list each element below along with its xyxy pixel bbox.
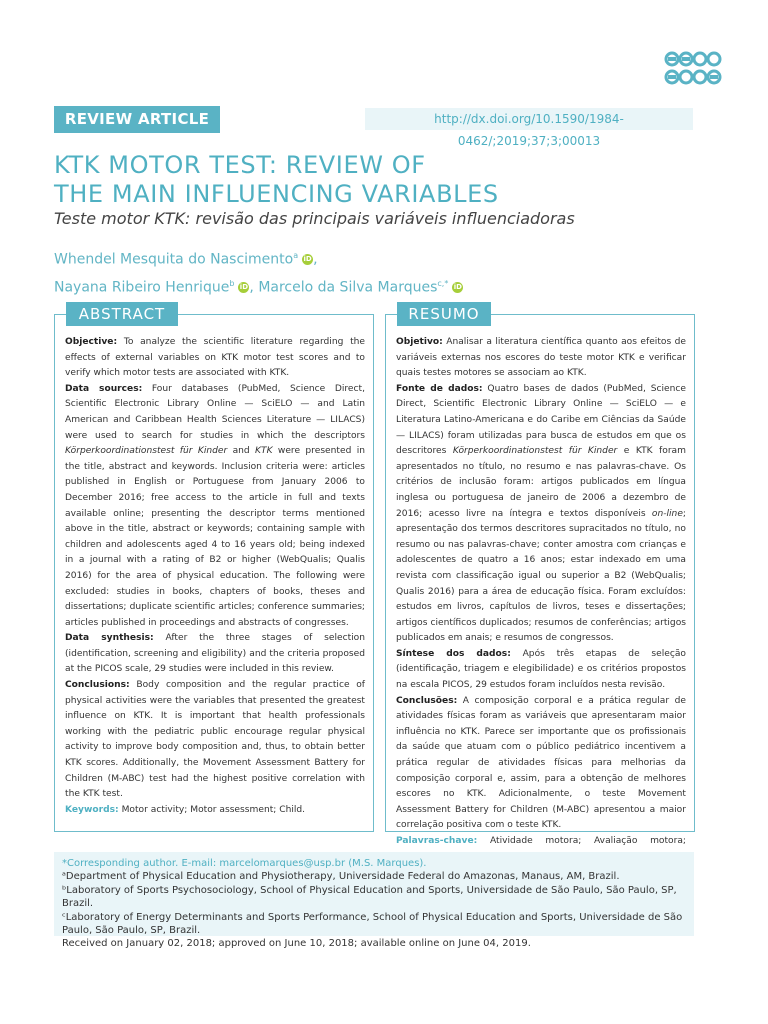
abstract-conclusions: Body composition and the regular practice of physical activities were the variables that presented the greatest influence on KTK. It is important that health professionals working with the pediatric public encourage regular physical activity to improve body composition and, thus, to obtain better KTK scores. Additionally, the Movement Assessment Battery for Children (M-ABC) test had the highest positive correlation with the KTK test.	[65, 680, 365, 800]
author-affiliation-marker: c,*	[437, 278, 449, 288]
resumo-keywords-label: Palavras-chave:	[396, 836, 478, 846]
article-type-badge: REVIEW ARTICLE	[54, 106, 220, 133]
author-list: Whendel Mesquita do Nascimento$^a$ iD, Nayana Ribeiro Henrique$^b$ iD, Marcelo da Silva Marques$^{c,*}$ iD	[54, 251, 462, 296]
abstract-synthesis: After the three stages of selection (identification, screening and eligibility) and the criteria proposed at the PICOS scale, 29 studies were included in this review.	[65, 633, 365, 675]
resumo-sources: Quatro bases de dados (PubMed, Science Direct, Scientific Electronic Library Online — SciELO — e Literatura Latino-Americana e do Caribe em Ciências da Saúde — LILACS) foram utilizadas para busca de estudos em que os descritores	[396, 383, 686, 457]
abstract-heading: ABSTRACT	[66, 302, 178, 326]
affiliation-b: ᵇLaboratory of Sports Psychosociology, School of Physical Education and Sports, Universidade de São Paulo, São Paulo, SP, Brazil.	[62, 884, 677, 910]
abstract-sources: and	[227, 446, 256, 457]
orcid-icon[interactable]: iD	[303, 255, 312, 264]
resumo-sources-label: Fonte de dados:	[396, 383, 483, 394]
author-affiliation-marker: b	[229, 278, 235, 288]
affiliation-a: ᵃDepartment of Physical Education and Physiotherapy, Universidade Federal do Amazonas, Manaus, AM, Brazil.	[62, 871, 620, 883]
abstract-sources-term: KTK	[255, 446, 273, 457]
abstract-sources: were presented in the title, abstract and keywords. Inclusion criteria were: articles published in English or Portuguese from January 2006 to December 2016; free access to the article in full and texts available online; presenting the descriptor terms mentioned above in the title, abstract or keywords; containing sample with children and adolescents aged 4 to 16 years old; being indexed in a journal with a rating of B2 or higher (WebQualis; Qualis 2016) for the area of physical education. The following were excluded: studies in books, chapters of books, theses and dissertations; duplicate scientific articles; conference summaries; articles published in proceedings and abstracts of congresses.	[65, 446, 365, 628]
abstract-sources-term: Körperkoordinationstest für Kinder	[65, 446, 228, 457]
resumo-objective: Analisar a literatura científica quanto aos efeitos de variáveis externas nos escores do teste motor KTK e verificar quais testes motores se associam ao KTK.	[396, 337, 686, 379]
author-name: Marcelo da Silva Marques	[258, 279, 438, 296]
orcid-icon[interactable]: iD	[453, 282, 462, 291]
article-subtitle: Teste motor KTK: revisão das principais variáveis influenciadoras	[54, 209, 575, 228]
resumo-conclusions: A composição corporal e a prática regular de atividades físicas foram as variáveis que apresentaram maior influência no KTK. Parece ser importante que os profissionais da saúde que atuam com o público pediátrico incentivem a prática regular de atividades físicas para melhorias da composição corporal e, assim, para a obtenção de melhores escores no KTK. Adicionalmente, o teste Movement Assessment Battery for Children (M-ABC) apresentou a maior correlação positiva com o teste KTK.	[396, 695, 686, 831]
article-title-line-2: THE MAIN INFLUENCING VARIABLES	[54, 180, 499, 208]
resumo-sources-term: on-line	[651, 508, 683, 519]
doi-link[interactable]: http://dx.doi.org/10.1590/1984-0462/;2019;37;3;00013	[365, 108, 693, 130]
resumo-synthesis: Após três etapas de seleção (identificação, triagem e elegibilidade) e os critérios propostos na escala PICOS, 29 estudos foram incluídos nesta revisão.	[396, 648, 686, 691]
author-affiliation-marker: a	[293, 251, 299, 260]
corresponding-author[interactable]: *Corresponding author. E-mail: marcelomarques@usp.br (M.S. Marques).	[62, 858, 427, 869]
resumo-sources: e KTK foram apresentados no título, no resumo e nas palavras-chave. Os critérios de inclusão foram: artigos publicados em língua inglesa ou portuguesa de janeiro de 2006 a dezembro de 2016; acesso livre na íntegra e textos disponíveis	[396, 446, 686, 519]
received-dates: Received on January 02, 2018; approved on June 10, 2018; available online on June 04, 2019.	[62, 938, 531, 950]
affiliation-c: ᶜLaboratory of Energy Determinants and Sports Performance, School of Physical Education and Sports, Universidade de São Paulo, São Paulo, SP, Brazil.	[62, 911, 683, 937]
abstract-conclusions-label: Conclusions:	[65, 680, 130, 691]
footnotes	[54, 852, 694, 950]
resumo-box	[385, 314, 695, 846]
resumo-keywords: Atividade motora; Avaliação motora;	[489, 836, 686, 846]
abstract-keywords-label: Keywords:	[65, 804, 119, 815]
author-name: Whendel Mesquita do Nascimento	[54, 251, 294, 268]
abstract-text	[65, 335, 365, 818]
resumo-sources: ; apresentação dos termos descritores supracitados no título, no resumo ou nas palavras-chave; conter amostra com crianças e adolescentes de quatro a 16 anos; estar indexado em uma revista com classificação igual ou superior a B2 (WebQualis; Qualis 2016) para a área de educação física. Foram excluídos: estudos em livros, capítulos de livros, teses e dissertações; artigos científicos duplicados; resumos de conferências; artigos publicados em anais; e resumos de congressos.	[396, 508, 686, 644]
resumo-sources-term: Körperkoordinationstest für Kinder	[452, 446, 618, 457]
abstract-objective-label: Objective:	[65, 337, 118, 347]
abstract-keywords: Motor activity; Motor assessment; Child.	[118, 804, 306, 815]
journal-logo-icon	[664, 50, 722, 86]
author-name: Nayana Ribeiro Henrique	[54, 279, 230, 296]
abstract-box	[54, 314, 374, 832]
resumo-synthesis-label: Síntese dos dados:	[396, 648, 511, 659]
abstract-sources-label: Data sources:	[65, 383, 143, 394]
article-title	[54, 151, 734, 209]
article-title-line-1: KTK MOTOR TEST: REVIEW OF	[54, 151, 426, 179]
resumo-conclusions-label: Conclusões:	[396, 695, 458, 706]
abstract-sources: Four databases (PubMed, Science Direct, Scientific Electronic Library Online — SciELO — and Latin American and Caribbean Health Sciences Literature — LILACS) were used to search for studies in which the descriptors	[65, 383, 365, 441]
abstract-objective: To analyze the scientific literature regarding the effects of external variables on KTK motor test scores and to verify which motor tests are associated with KTK.	[65, 337, 365, 379]
abstract-synthesis-label: Data synthesis:	[65, 633, 154, 644]
resumo-text	[396, 335, 686, 865]
resumo-heading: RESUMO	[397, 302, 491, 326]
resumo-objective-label: Objetivo:	[396, 337, 443, 347]
orcid-icon[interactable]: iD	[239, 282, 249, 291]
